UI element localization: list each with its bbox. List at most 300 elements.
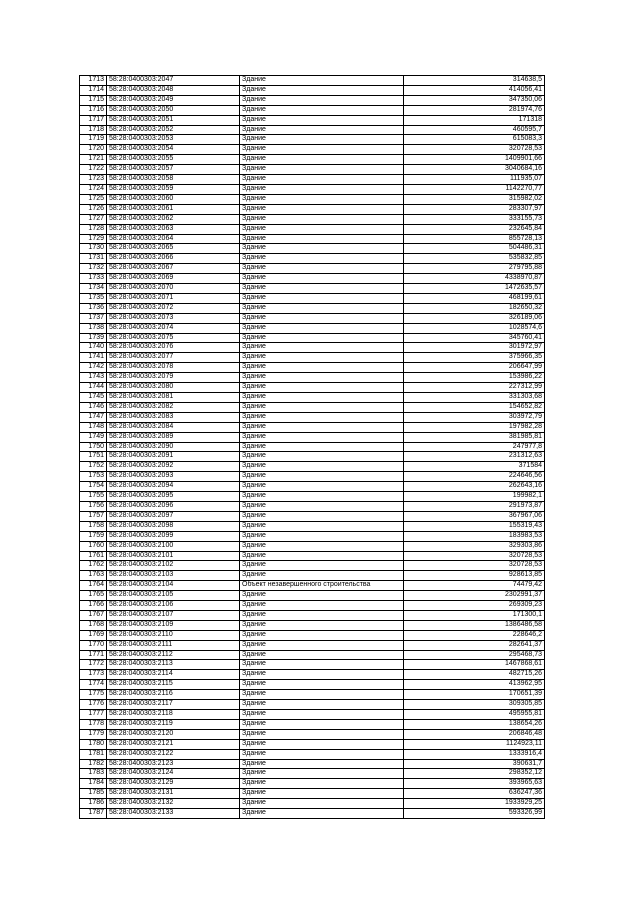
object-type: Здание <box>240 809 404 819</box>
row-number: 1731 <box>80 254 107 264</box>
table-row <box>80 76 545 86</box>
table-row <box>80 710 545 720</box>
row-number: 1728 <box>80 224 107 234</box>
row-number: 1719 <box>80 135 107 145</box>
row-number: 1782 <box>80 759 107 769</box>
table-row <box>80 769 545 779</box>
object-type: Здание <box>240 412 404 422</box>
row-number: 1738 <box>80 323 107 333</box>
row-number: 1722 <box>80 165 107 175</box>
table-row <box>80 313 545 323</box>
cadastral-value: 231312,63 <box>404 452 545 462</box>
cadastral-number: 58:28:0400303:2095 <box>107 492 240 502</box>
object-type: Здание <box>240 452 404 462</box>
object-type: Здание <box>240 492 404 502</box>
cadastral-number: 58:28:0400303:2114 <box>107 670 240 680</box>
cadastral-value: 301972,97 <box>404 343 545 353</box>
cadastral-value: 320728,53 <box>404 561 545 571</box>
row-number: 1724 <box>80 184 107 194</box>
cadastral-number: 58:28:0400303:2099 <box>107 531 240 541</box>
cadastral-number: 58:28:0400303:2077 <box>107 353 240 363</box>
table-row <box>80 591 545 601</box>
cadastral-value: 279795,88 <box>404 264 545 274</box>
cadastral-number: 58:28:0400303:2106 <box>107 601 240 611</box>
cadastral-number: 58:28:0400303:2120 <box>107 729 240 739</box>
cadastral-number: 58:28:0400303:2048 <box>107 85 240 95</box>
object-type: Здание <box>240 343 404 353</box>
table-row <box>80 264 545 274</box>
row-number: 1761 <box>80 551 107 561</box>
object-type: Здание <box>240 115 404 125</box>
cadastral-value: 138654,26 <box>404 719 545 729</box>
table-row <box>80 472 545 482</box>
cadastral-value: 615083,3 <box>404 135 545 145</box>
row-number: 1729 <box>80 234 107 244</box>
object-type: Здание <box>240 700 404 710</box>
row-number: 1747 <box>80 412 107 422</box>
cadastral-value: 154652,82 <box>404 402 545 412</box>
object-type: Здание <box>240 501 404 511</box>
object-type: Здание <box>240 432 404 442</box>
table-row <box>80 442 545 452</box>
row-number: 1755 <box>80 492 107 502</box>
cadastral-number: 58:28:0400303:2103 <box>107 571 240 581</box>
object-type: Здание <box>240 521 404 531</box>
cadastral-value: 367967,06 <box>404 511 545 521</box>
object-type: Здание <box>240 710 404 720</box>
row-number: 1754 <box>80 482 107 492</box>
cadastral-value: 375966,35 <box>404 353 545 363</box>
row-number: 1777 <box>80 710 107 720</box>
cadastral-number: 58:28:0400303:2102 <box>107 561 240 571</box>
cadastral-number: 58:28:0400303:2053 <box>107 135 240 145</box>
cadastral-value: 413962,95 <box>404 680 545 690</box>
object-type: Здание <box>240 422 404 432</box>
row-number: 1725 <box>80 194 107 204</box>
row-number: 1714 <box>80 85 107 95</box>
object-type: Здание <box>240 571 404 581</box>
table-row <box>80 749 545 759</box>
cadastral-number: 58:28:0400303:2081 <box>107 393 240 403</box>
row-number: 1743 <box>80 373 107 383</box>
object-type: Здание <box>240 690 404 700</box>
cadastral-value: 262643,16 <box>404 482 545 492</box>
cadastral-number: 58:28:0400303:2124 <box>107 769 240 779</box>
table-row <box>80 155 545 165</box>
cadastral-value: 1933929,25 <box>404 799 545 809</box>
cadastral-value: 282641,37 <box>404 640 545 650</box>
row-number: 1751 <box>80 452 107 462</box>
cadastral-value: 228646,2 <box>404 630 545 640</box>
table-row <box>80 601 545 611</box>
row-number: 1765 <box>80 591 107 601</box>
object-type: Здание <box>240 610 404 620</box>
table-row <box>80 145 545 155</box>
cadastral-number: 58:28:0400303:2065 <box>107 244 240 254</box>
row-number: 1771 <box>80 650 107 660</box>
cadastral-number: 58:28:0400303:2073 <box>107 313 240 323</box>
row-number: 1783 <box>80 769 107 779</box>
cadastral-value: 155319,43 <box>404 521 545 531</box>
object-type: Здание <box>240 680 404 690</box>
object-type: Здание <box>240 95 404 105</box>
row-number: 1787 <box>80 809 107 819</box>
row-number: 1739 <box>80 333 107 343</box>
row-number: 1730 <box>80 244 107 254</box>
cadastral-number: 58:28:0400303:2055 <box>107 155 240 165</box>
cadastral-number: 58:28:0400303:2117 <box>107 700 240 710</box>
row-number: 1775 <box>80 690 107 700</box>
cadastral-value: 1124923,11 <box>404 739 545 749</box>
cadastral-value: 381985,81 <box>404 432 545 442</box>
cadastral-number: 58:28:0400303:2115 <box>107 680 240 690</box>
cadastral-value: 333155,73 <box>404 214 545 224</box>
cadastral-number: 58:28:0400303:2084 <box>107 422 240 432</box>
cadastral-number: 58:28:0400303:2112 <box>107 650 240 660</box>
object-type: Здание <box>240 85 404 95</box>
table-row <box>80 412 545 422</box>
cadastral-value-table <box>79 75 545 819</box>
table-row <box>80 303 545 313</box>
row-number: 1776 <box>80 700 107 710</box>
table-row <box>80 234 545 244</box>
object-type: Здание <box>240 719 404 729</box>
row-number: 1736 <box>80 303 107 313</box>
cadastral-number: 58:28:0400303:2132 <box>107 799 240 809</box>
object-type: Здание <box>240 799 404 809</box>
cadastral-value: 206647,99 <box>404 363 545 373</box>
cadastral-number: 58:28:0400303:2118 <box>107 710 240 720</box>
cadastral-number: 58:28:0400303:2051 <box>107 115 240 125</box>
object-type: Здание <box>240 789 404 799</box>
cadastral-value: 283307,97 <box>404 204 545 214</box>
cadastral-number: 58:28:0400303:2069 <box>107 274 240 284</box>
table-row <box>80 402 545 412</box>
cadastral-number: 58:28:0400303:2079 <box>107 373 240 383</box>
cadastral-value: 504486,31 <box>404 244 545 254</box>
table-row <box>80 799 545 809</box>
table-row <box>80 343 545 353</box>
cadastral-number: 58:28:0400303:2098 <box>107 521 240 531</box>
cadastral-value: 74479,42 <box>404 581 545 591</box>
row-number: 1723 <box>80 175 107 185</box>
table-row <box>80 759 545 769</box>
object-type: Здание <box>240 105 404 115</box>
row-number: 1769 <box>80 630 107 640</box>
object-type: Здание <box>240 224 404 234</box>
cadastral-value: 855728,13 <box>404 234 545 244</box>
object-type: Здание <box>240 125 404 135</box>
cadastral-number: 58:28:0400303:2116 <box>107 690 240 700</box>
table-row <box>80 561 545 571</box>
object-type: Здание <box>240 76 404 86</box>
cadastral-value: 593326,99 <box>404 809 545 819</box>
table-row <box>80 204 545 214</box>
table-body <box>80 76 545 819</box>
object-type: Здание <box>240 630 404 640</box>
row-number: 1733 <box>80 274 107 284</box>
cadastral-number: 58:28:0400303:2072 <box>107 303 240 313</box>
cadastral-value: 371584 <box>404 462 545 472</box>
cadastral-value: 171318 <box>404 115 545 125</box>
table-row <box>80 184 545 194</box>
table-row <box>80 373 545 383</box>
row-number: 1713 <box>80 76 107 86</box>
table-row <box>80 452 545 462</box>
cadastral-value: 111935,07 <box>404 175 545 185</box>
cadastral-number: 58:28:0400303:2071 <box>107 293 240 303</box>
object-type: Здание <box>240 739 404 749</box>
cadastral-value: 199982,1 <box>404 492 545 502</box>
cadastral-value: 153986,22 <box>404 373 545 383</box>
row-number: 1750 <box>80 442 107 452</box>
table-row <box>80 353 545 363</box>
cadastral-value: 291973,87 <box>404 501 545 511</box>
row-number: 1749 <box>80 432 107 442</box>
cadastral-number: 58:28:0400303:2063 <box>107 224 240 234</box>
row-number: 1721 <box>80 155 107 165</box>
row-number: 1745 <box>80 393 107 403</box>
cadastral-number: 58:28:0400303:2129 <box>107 779 240 789</box>
table-row <box>80 462 545 472</box>
row-number: 1774 <box>80 680 107 690</box>
row-number: 1759 <box>80 531 107 541</box>
cadastral-value: 535832,85 <box>404 254 545 264</box>
cadastral-value: 206846,48 <box>404 729 545 739</box>
object-type: Здание <box>240 472 404 482</box>
object-type: Здание <box>240 155 404 165</box>
row-number: 1753 <box>80 472 107 482</box>
cadastral-value: 1142270,77 <box>404 184 545 194</box>
row-number: 1748 <box>80 422 107 432</box>
table-row <box>80 719 545 729</box>
table-row <box>80 422 545 432</box>
cadastral-value: 329303,86 <box>404 541 545 551</box>
table-row <box>80 85 545 95</box>
cadastral-value: 232645,84 <box>404 224 545 234</box>
table-row <box>80 323 545 333</box>
cadastral-number: 58:28:0400303:2094 <box>107 482 240 492</box>
row-number: 1758 <box>80 521 107 531</box>
row-number: 1732 <box>80 264 107 274</box>
cadastral-value: 227312,99 <box>404 383 545 393</box>
cadastral-number: 58:28:0400303:2082 <box>107 402 240 412</box>
object-type: Здание <box>240 175 404 185</box>
cadastral-number: 58:28:0400303:2070 <box>107 284 240 294</box>
cadastral-number: 58:28:0400303:2047 <box>107 76 240 86</box>
row-number: 1741 <box>80 353 107 363</box>
cadastral-number: 58:28:0400303:2058 <box>107 175 240 185</box>
cadastral-value: 2302991,37 <box>404 591 545 601</box>
row-number: 1735 <box>80 293 107 303</box>
cadastral-number: 58:28:0400303:2104 <box>107 581 240 591</box>
cadastral-number: 58:28:0400303:2105 <box>107 591 240 601</box>
cadastral-value: 247977,8 <box>404 442 545 452</box>
row-number: 1779 <box>80 729 107 739</box>
cadastral-value: 347350,06 <box>404 95 545 105</box>
row-number: 1773 <box>80 670 107 680</box>
cadastral-number: 58:28:0400303:2066 <box>107 254 240 264</box>
cadastral-number: 58:28:0400303:2075 <box>107 333 240 343</box>
object-type: Здание <box>240 541 404 551</box>
object-type: Здание <box>240 393 404 403</box>
row-number: 1717 <box>80 115 107 125</box>
cadastral-number: 58:28:0400303:2057 <box>107 165 240 175</box>
cadastral-number: 58:28:0400303:2133 <box>107 809 240 819</box>
cadastral-value: 298352,12 <box>404 769 545 779</box>
object-type: Здание <box>240 145 404 155</box>
table-row <box>80 244 545 254</box>
row-number: 1781 <box>80 749 107 759</box>
table-row <box>80 95 545 105</box>
cadastral-number: 58:28:0400303:2107 <box>107 610 240 620</box>
table-row <box>80 700 545 710</box>
table-row <box>80 175 545 185</box>
object-type: Здание <box>240 194 404 204</box>
row-number: 1756 <box>80 501 107 511</box>
object-type: Здание <box>240 482 404 492</box>
table-row <box>80 432 545 442</box>
cadastral-number: 58:28:0400303:2076 <box>107 343 240 353</box>
cadastral-number: 58:28:0400303:2131 <box>107 789 240 799</box>
cadastral-value: 390631,7 <box>404 759 545 769</box>
table-row <box>80 214 545 224</box>
cadastral-value: 1409901,66 <box>404 155 545 165</box>
cadastral-number: 58:28:0400303:2121 <box>107 739 240 749</box>
cadastral-number: 58:28:0400303:2074 <box>107 323 240 333</box>
object-type: Здание <box>240 353 404 363</box>
table-row <box>80 521 545 531</box>
table-row <box>80 393 545 403</box>
table-row <box>80 511 545 521</box>
table-row <box>80 115 545 125</box>
row-number: 1740 <box>80 343 107 353</box>
cadastral-number: 58:28:0400303:2090 <box>107 442 240 452</box>
object-type: Здание <box>240 749 404 759</box>
table-row <box>80 125 545 135</box>
table-row <box>80 620 545 630</box>
object-type: Здание <box>240 442 404 452</box>
table-row <box>80 482 545 492</box>
cadastral-number: 58:28:0400303:2119 <box>107 719 240 729</box>
object-type: Здание <box>240 313 404 323</box>
object-type: Здание <box>240 274 404 284</box>
cadastral-value: 314638,5 <box>404 76 545 86</box>
cadastral-value: 460595,7 <box>404 125 545 135</box>
object-type: Здание <box>240 591 404 601</box>
cadastral-number: 58:28:0400303:2109 <box>107 620 240 630</box>
table-row <box>80 680 545 690</box>
cadastral-number: 58:28:0400303:2097 <box>107 511 240 521</box>
cadastral-number: 58:28:0400303:2062 <box>107 214 240 224</box>
row-number: 1770 <box>80 640 107 650</box>
object-type: Здание <box>240 264 404 274</box>
cadastral-value: 182650,32 <box>404 303 545 313</box>
row-number: 1780 <box>80 739 107 749</box>
row-number: 1744 <box>80 383 107 393</box>
table-row <box>80 660 545 670</box>
cadastral-number: 58:28:0400303:2078 <box>107 363 240 373</box>
table-row <box>80 809 545 819</box>
row-number: 1760 <box>80 541 107 551</box>
table-row <box>80 333 545 343</box>
row-number: 1763 <box>80 571 107 581</box>
row-number: 1768 <box>80 620 107 630</box>
table-row <box>80 640 545 650</box>
cadastral-number: 58:28:0400303:2061 <box>107 204 240 214</box>
cadastral-value: 1472635,57 <box>404 284 545 294</box>
cadastral-value: 4338970,87 <box>404 274 545 284</box>
object-type: Здание <box>240 303 404 313</box>
object-type: Здание <box>240 373 404 383</box>
cadastral-number: 58:28:0400303:2080 <box>107 383 240 393</box>
cadastral-value: 3040684,16 <box>404 165 545 175</box>
table-row <box>80 194 545 204</box>
row-number: 1720 <box>80 145 107 155</box>
cadastral-value: 315982,02 <box>404 194 545 204</box>
object-type: Здание <box>240 363 404 373</box>
cadastral-number: 58:28:0400303:2122 <box>107 749 240 759</box>
cadastral-value: 1386486,58 <box>404 620 545 630</box>
row-number: 1734 <box>80 284 107 294</box>
table-row <box>80 739 545 749</box>
cadastral-number: 58:28:0400303:2091 <box>107 452 240 462</box>
table-row <box>80 284 545 294</box>
cadastral-number: 58:28:0400303:2067 <box>107 264 240 274</box>
table-row <box>80 293 545 303</box>
row-number: 1757 <box>80 511 107 521</box>
row-number: 1727 <box>80 214 107 224</box>
cadastral-number: 58:28:0400303:2049 <box>107 95 240 105</box>
cadastral-number: 58:28:0400303:2064 <box>107 234 240 244</box>
cadastral-value: 320728,53 <box>404 551 545 561</box>
object-type: Здание <box>240 670 404 680</box>
object-type: Здание <box>240 383 404 393</box>
cadastral-number: 58:28:0400303:2050 <box>107 105 240 115</box>
object-type: Здание <box>240 779 404 789</box>
cadastral-number: 58:28:0400303:2052 <box>107 125 240 135</box>
table-row <box>80 224 545 234</box>
cadastral-number: 58:28:0400303:2054 <box>107 145 240 155</box>
table-row <box>80 363 545 373</box>
table-row <box>80 729 545 739</box>
cadastral-value: 197982,28 <box>404 422 545 432</box>
cadastral-value: 171300,1 <box>404 610 545 620</box>
object-type: Здание <box>240 214 404 224</box>
cadastral-number: 58:28:0400303:2089 <box>107 432 240 442</box>
cadastral-value: 393965,63 <box>404 779 545 789</box>
table-row <box>80 571 545 581</box>
object-type: Здание <box>240 244 404 254</box>
object-type: Здание <box>240 620 404 630</box>
row-number: 1726 <box>80 204 107 214</box>
table-row <box>80 274 545 284</box>
object-type: Здание <box>240 531 404 541</box>
row-number: 1715 <box>80 95 107 105</box>
cadastral-number: 58:28:0400303:2100 <box>107 541 240 551</box>
table-row <box>80 650 545 660</box>
object-type: Здание <box>240 601 404 611</box>
table-row <box>80 492 545 502</box>
cadastral-number: 58:28:0400303:2093 <box>107 472 240 482</box>
object-type: Здание <box>240 769 404 779</box>
table-row <box>80 541 545 551</box>
object-type: Здание <box>240 135 404 145</box>
cadastral-value: 309305,85 <box>404 700 545 710</box>
row-number: 1752 <box>80 462 107 472</box>
object-type: Здание <box>240 293 404 303</box>
table-row <box>80 135 545 145</box>
